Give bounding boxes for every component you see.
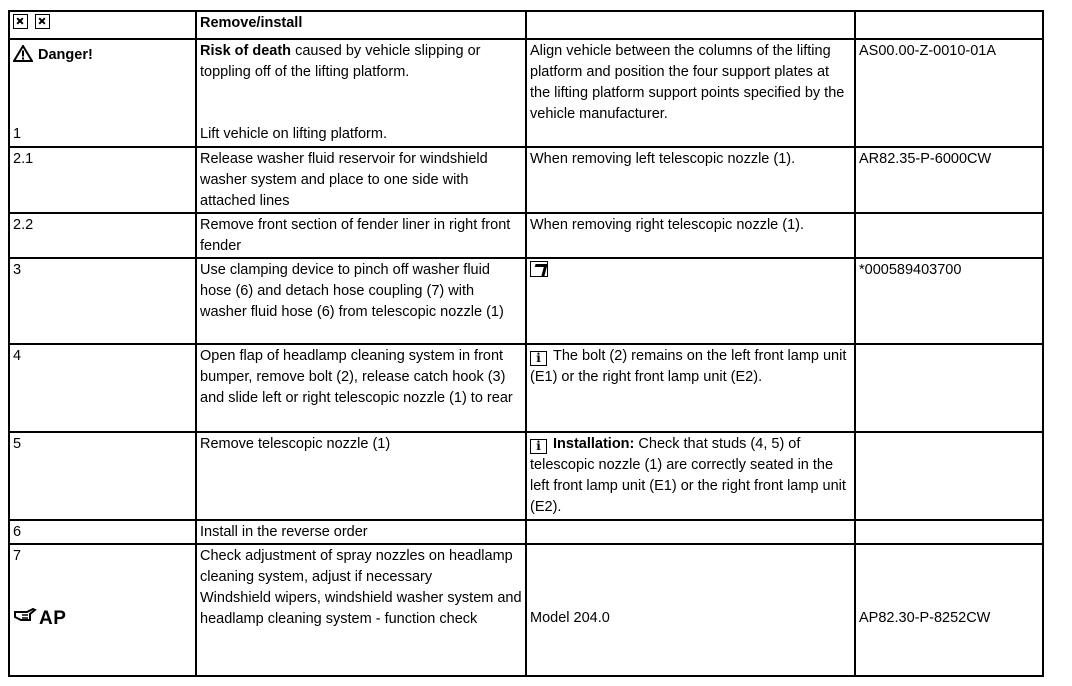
table-row [9,213,1043,258]
ap-label: AP [39,608,67,629]
step-action: Use clamping device to pinch off washer fluid hose (6) and detach hose coupling (7) with washer fluid hose (6) from telescopic nozzle (1) [196,258,526,344]
table-row [9,147,1043,213]
ap-ref-cell [855,544,1043,676]
tool-number-link[interactable]: *000589403700 [855,258,1043,344]
header-icons-cell [9,11,196,39]
info-note-cell [526,344,855,432]
step-number: 3 [9,258,196,344]
header-title: Remove/install [196,11,526,39]
info-icon [530,351,547,366]
step-number: 5 [9,432,196,520]
header-row [9,11,1043,39]
step-number: 4 [9,344,196,432]
ap-note: Model 204.0 [530,610,610,626]
table-row [9,520,1043,544]
ap-action: Windshield wipers, windshield washer system and headlamp cleaning system - function check [200,590,522,627]
warning-triangle-icon [13,45,33,62]
checklist-icon [13,14,28,29]
danger-action-cell [196,39,526,147]
special-tool-icon[interactable] [530,261,548,277]
step-note: When removing right telescopic nozzle (1). [526,213,855,258]
info-icon [530,439,547,454]
step-ref-link [855,213,1043,258]
step-number: 7 [13,548,22,564]
table-row [9,258,1043,344]
danger-step-cell [9,39,196,147]
step-action: Check adjustment of spray nozzles on headlamp cleaning system, adjust if necessary [200,548,513,585]
step-action: Install in the reverse order [196,520,526,544]
step-action: Lift vehicle on lifting platform. [200,126,387,142]
risk-text: caused by vehicle slipping or toppling off of the lifting platform. [200,43,481,80]
procedure-table [8,10,1044,677]
ap-ref-link[interactable]: AP82.30-P-8252CW [859,610,991,626]
danger-note: Align vehicle between the columns of the lifting platform and position the four support plates at the lifting platform support points specified by the vehicle manufacturer. [526,39,855,147]
pointing-hand-icon [13,606,37,624]
step-number: 6 [9,520,196,544]
table-row [9,432,1043,520]
ap-marker [13,606,66,631]
info-note-cell [526,432,855,520]
step-action: Remove front section of fender liner in right front fender [196,213,526,258]
checklist-icon [35,14,50,29]
step-number: 1 [13,126,22,142]
table-row [9,344,1043,432]
step-note: The bolt (2) remains on the left front lamp unit (E1) or the right front lamp unit (E2). [530,348,847,385]
risk-heading: Risk of death [200,43,292,59]
step-ref-link[interactable]: AR82.35-P-6000CW [855,147,1043,213]
step-action: Remove telescopic nozzle (1) [196,432,526,520]
step-action: Release washer fluid reservoir for windshield washer system and place to one side with attached lines [196,147,526,213]
ap-note-cell [526,544,855,676]
installation-label: Installation: [553,436,635,452]
step-number: 2.1 [9,147,196,213]
step-number: 2.2 [9,213,196,258]
danger-label: Danger! [38,47,93,63]
step-action-cell [196,544,526,676]
tool-note-cell [526,258,855,344]
step-number-cell [9,544,196,676]
step-action: Open flap of headlamp cleaning system in front bumper, remove bolt (2), release catch hook (3) and slide left or right telescopic nozzle (1) to rear [196,344,526,432]
step-note: Check that studs (4, 5) of telescopic nozzle (1) are correctly seated in the left front lamp unit (E1) or the right front lamp unit (E2). [530,436,846,515]
danger-row [9,39,1043,147]
danger-ref[interactable]: AS00.00-Z-0010-01A [855,39,1043,147]
step-note: When removing left telescopic nozzle (1). [526,147,855,213]
table-row [9,544,1043,676]
